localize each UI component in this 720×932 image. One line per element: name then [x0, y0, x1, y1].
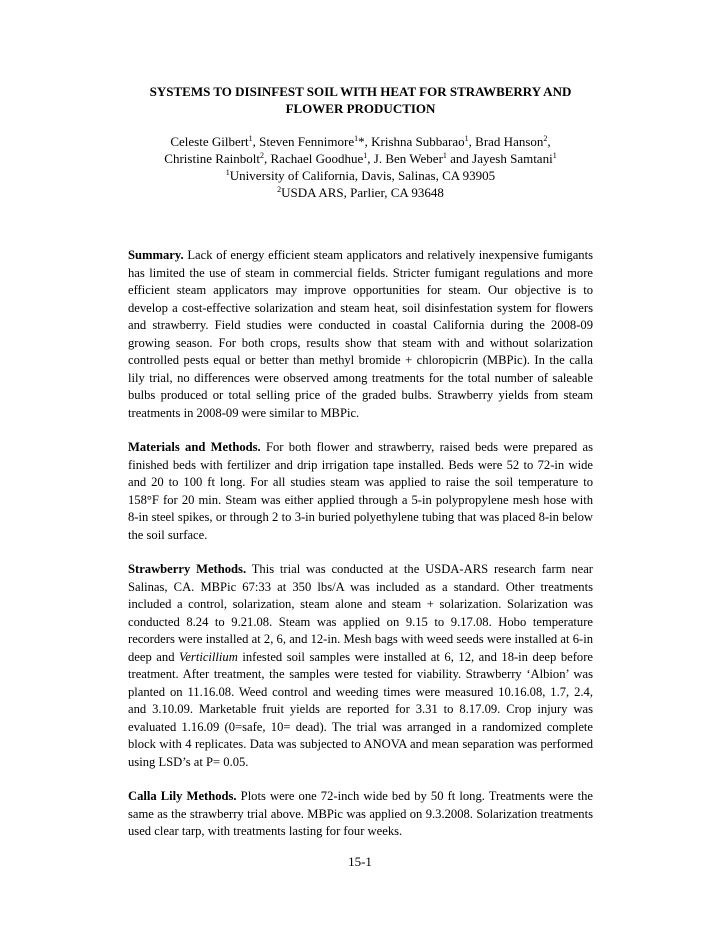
- materials-section: [128, 439, 593, 544]
- affiliation-marker: 1: [225, 168, 230, 177]
- strawberry-italic-term: Verticillium: [179, 649, 238, 664]
- title-line-1: SYSTEMS TO DISINFEST SOIL WITH HEAT FOR STRAWBERRY AND: [149, 84, 572, 99]
- paper-title: [128, 84, 593, 117]
- affiliation-marker: 1: [354, 134, 359, 143]
- strawberry-text-2: infested soil samples were installed at 6, 12, and 18-in deep before treatment. After treatment, the samples were tested for viability. Strawberry ‘Albion’ was planted on 11.16.08. Weed control and weeding times were measured 10.16.08, 1.7, 2.4, and 3.10.09. Marketable fruit yields are reported for 3.31 to 8.17.09. Crop injury was evaluated 1.16.09 (0=safe, 10= dead). The trial was arranged in a randomized complete block with 4 replicates. Data was subjected to ANOVA and mean separation was performed using LSD’s at P= 0.05.: [128, 649, 593, 769]
- author-name: , Brad Hanson: [468, 134, 544, 149]
- affiliation-text: University of California, Davis, Salinas, CA 93905: [229, 168, 496, 183]
- affiliation-marker: 1: [442, 151, 447, 160]
- affiliation-text: USDA ARS, Parlier, CA 93648: [281, 185, 444, 200]
- author-name: Christine Rainbolt: [164, 151, 260, 166]
- author-name: , J. Ben Weber: [367, 151, 443, 166]
- author-name: , Rachael Goodhue: [264, 151, 364, 166]
- author-line-1: [128, 133, 593, 150]
- summary-heading: Summary.: [128, 248, 184, 262]
- author-line-2: [128, 150, 593, 167]
- document-page: [128, 84, 593, 841]
- calla-section: [128, 788, 593, 841]
- author-separator: ,: [547, 134, 551, 149]
- summary-text: Lack of energy efficient steam applicators and relatively inexpensive fumigants has limited the use of steam in commercial fields. Stricter fumigant regulations and more efficient steam applicators may improve opportunities for steam. Our objective is to develop a cost-effective solarization and steam heat, soil disinfestation system for flowers and strawberry. Field studies were conducted in coastal California during the 2008-09 growing season. For both crops, results show that steam with and without solarization controlled pests equal or better than methyl bromide + chloropicrin (MBPic). In the calla lily trial, no differences were observed among treatments for the total number of saleable bulbs produced or total selling price of the graded bulbs. Strawberry yields from steam treatments in 2008-09 were similar to MBPic.: [128, 248, 593, 420]
- affiliation-marker: 1: [464, 134, 469, 143]
- strawberry-text-1: This trial was conducted at the USDA-ARS research farm near Salinas, CA. MBPic 67:33 at 350 lbs/A was included as a standard. Other treatments included a control, solarization, steam alone and steam + solarization. Solarization was conducted 8.24 to 9.21.08. Steam was applied on 9.15 to 9.17.08. Hobo temperature recorders were installed at 2, 6, and 12-in. Mesh bags with weed seeds were installed at 6-in deep and: [128, 562, 593, 664]
- affiliation-2: [128, 184, 593, 201]
- author-name: and Jayesh Samtani: [446, 151, 553, 166]
- calla-heading: Calla Lily Methods.: [128, 789, 237, 803]
- affiliation-1: [128, 167, 593, 184]
- affiliation-marker: 2: [260, 151, 264, 160]
- strawberry-section: [128, 561, 593, 771]
- title-line-2: FLOWER PRODUCTION: [285, 100, 436, 116]
- author-name: *, Krishna Subbarao: [358, 134, 465, 149]
- page-number: 15-1: [348, 854, 372, 869]
- materials-heading: Materials and Methods.: [128, 440, 261, 454]
- calla-text: Plots were one 72-inch wide bed by 50 ft long. Treatments were the same as the strawberry trial above. MBPic was applied on 9.3.2008. Solarization treatments used clear tarp, with treatments lasting for four weeks.: [128, 789, 593, 838]
- author-name: Celeste Gilbert: [170, 134, 249, 149]
- affiliation-marker: 1: [552, 151, 557, 160]
- strawberry-heading: Strawberry Methods.: [128, 562, 247, 576]
- affiliation-marker: 1: [248, 134, 253, 143]
- affiliation-marker: 2: [543, 134, 548, 143]
- summary-section: [128, 247, 593, 422]
- affiliation-marker: 2: [277, 185, 282, 194]
- author-name: , Steven Fennimore: [252, 134, 355, 149]
- materials-text: For both flower and strawberry, raised beds were prepared as finished beds with fertilizer and drip irrigation tape installed. Beds were 52 to 72-in wide and 20 to 100 ft long. For all studies steam was applied to raise the soil temperature to 158°F for 20 min. Steam was either applied through a 5-in polypropylene mesh hose with 8-in steel spikes, or through 2 to 3-in buried polyethylene tubing that was placed 8-in below the soil surface.: [128, 440, 593, 542]
- affiliation-marker: 1: [363, 151, 368, 160]
- author-block: [128, 133, 593, 201]
